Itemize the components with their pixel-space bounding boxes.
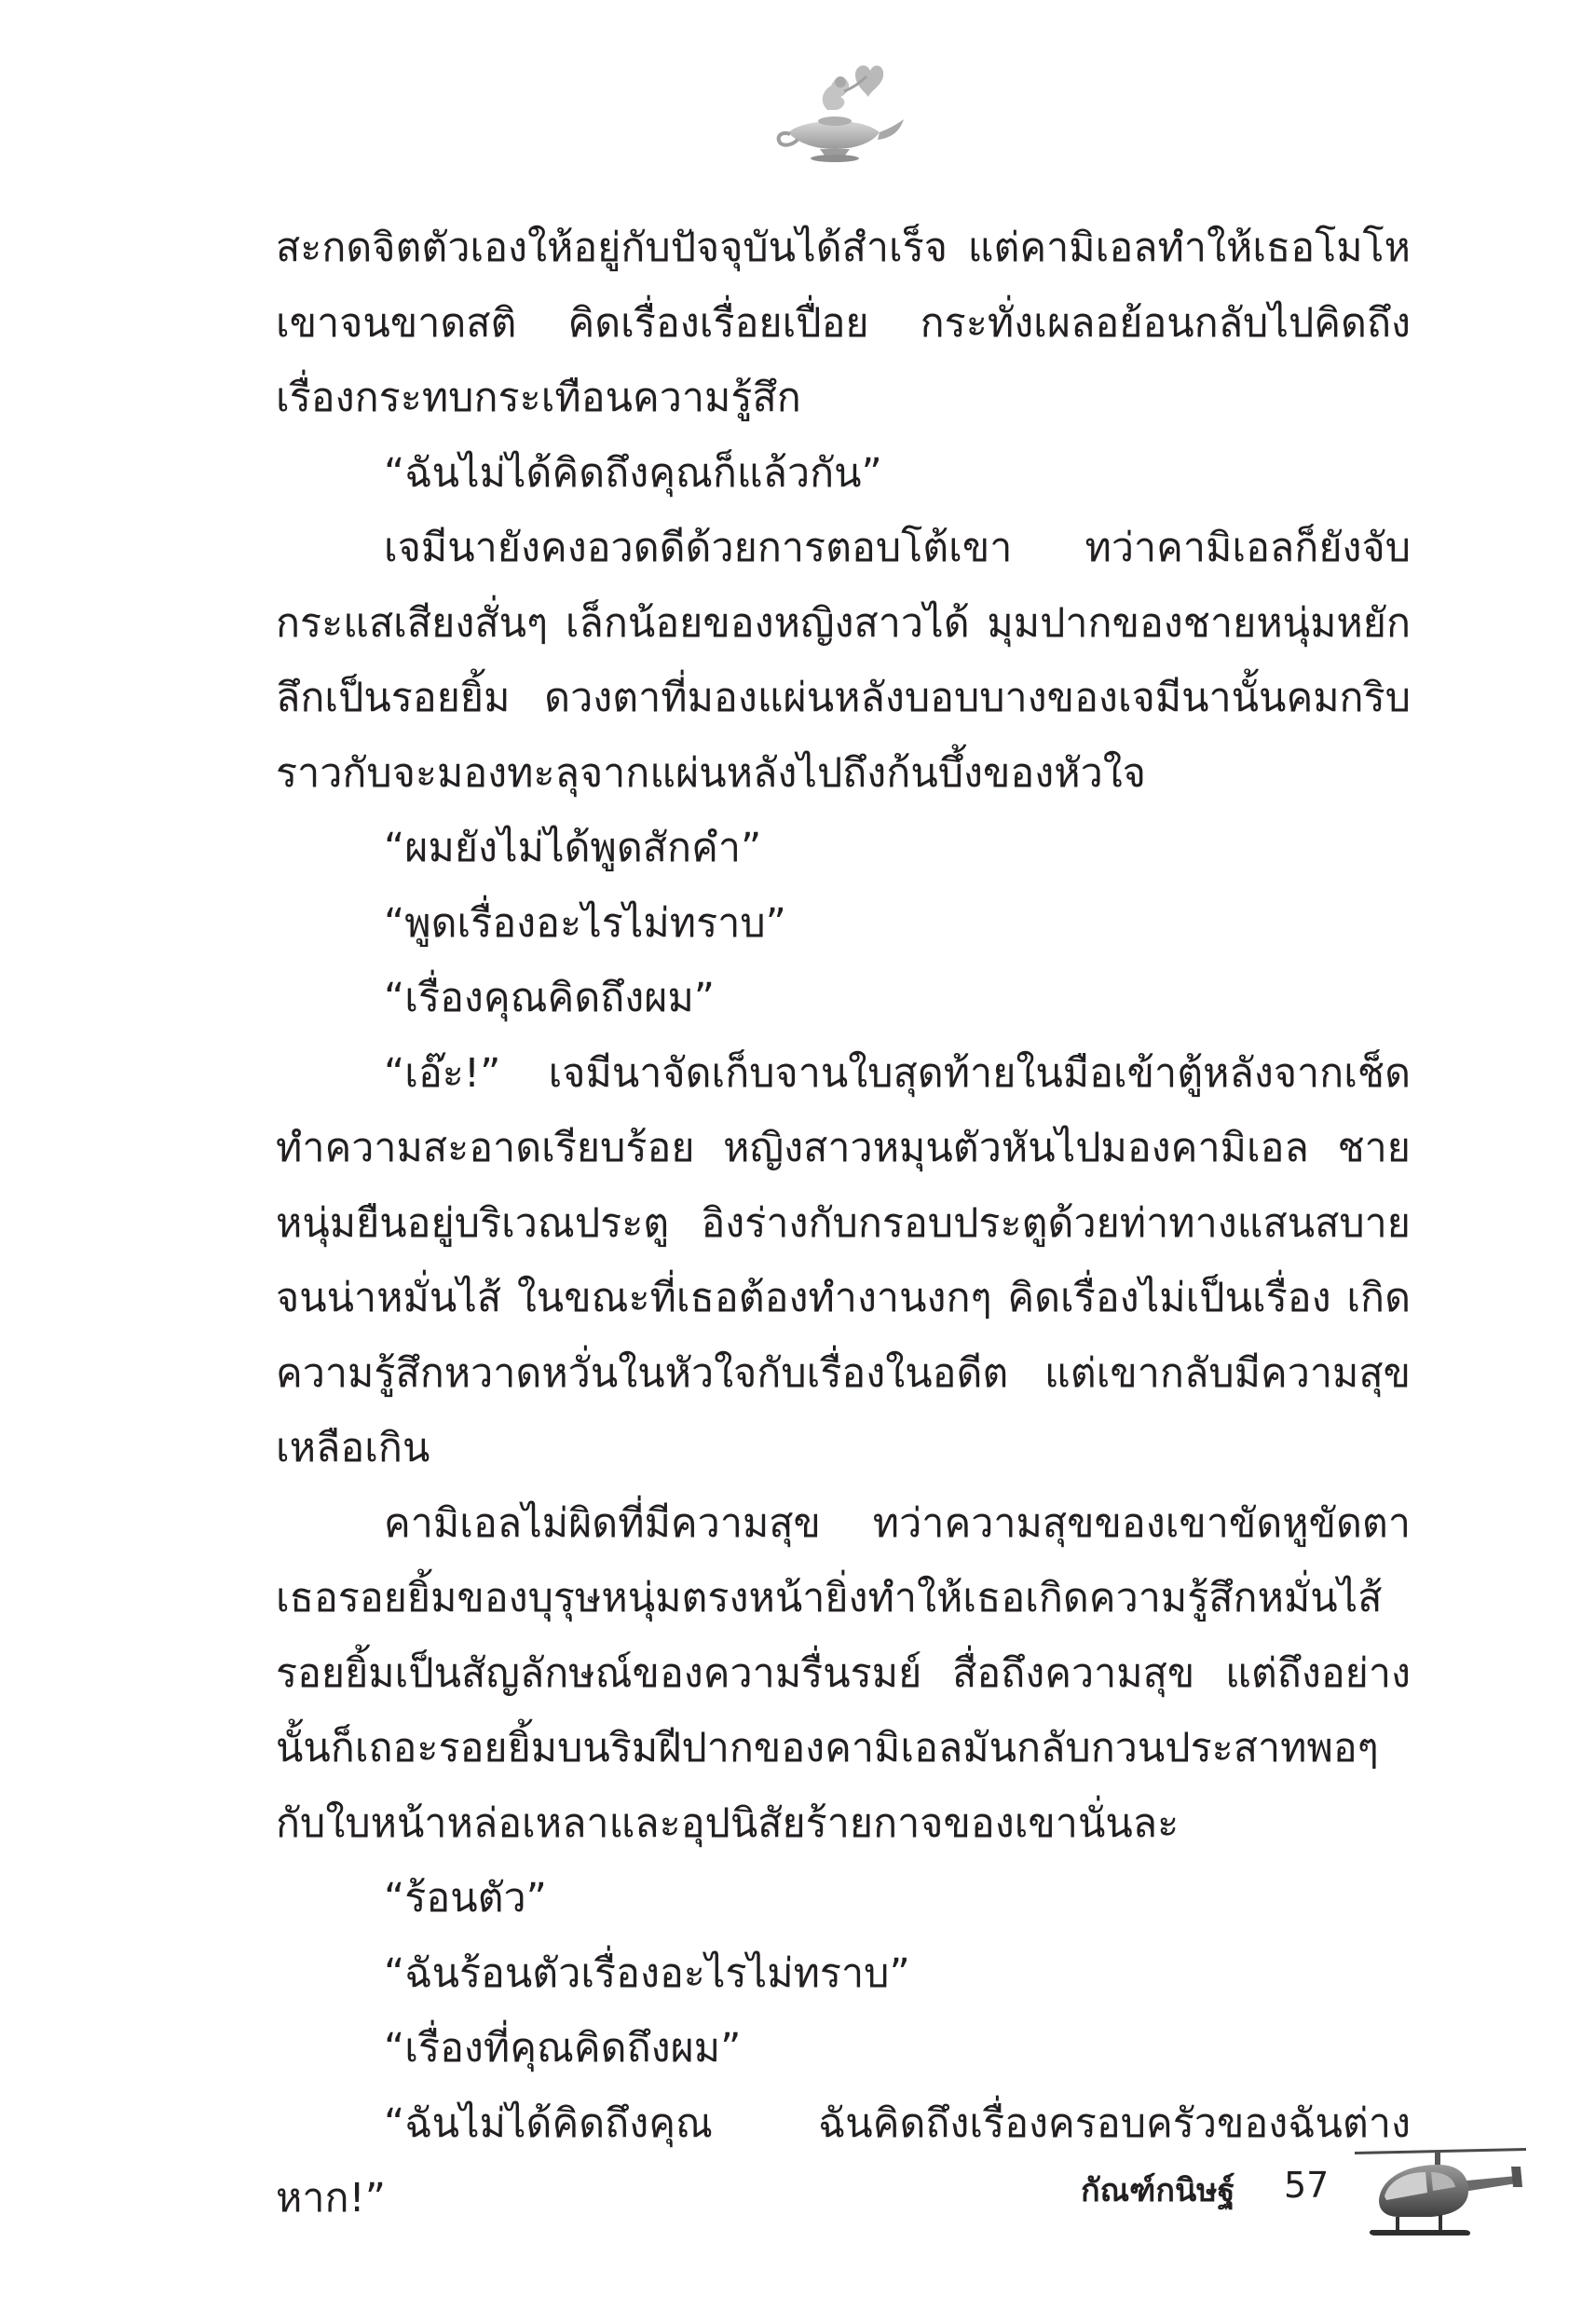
paragraph: “เรื่องคุณคิดถึงผม” xyxy=(384,975,716,1021)
paragraph: สะกดจิตตัวเองให้อยู่กับปัจจุบันได้สำเร็จ แต่คามิเอลทำให้เธอโมโหเขาจนขาดสติ คิดเรื่องเรื่อยเปื่อย กระทั่งเผลอย้อนกลับไปคิดถึงเรื่องกระทบกระเทือนความรู้สึก xyxy=(276,225,1411,421)
paragraph: “ผมยังไม่ได้พูดสักคำ” xyxy=(384,825,762,871)
paragraph: “ฉันไม่ได้คิดถึงคุณก็แล้วกัน” xyxy=(384,449,882,497)
paragraph: “เอ๊ะ!” เจมีนาจัดเก็บจานใบสุดท้ายในมือเข้าตู้หลังจากเช็ดทำความสะอาดเรียบร้อย หญิงสาวหมุนตัวหันไปมองคามิเอล ชายหนุ่มยืนอยู่บริเวณประตู อิงร่างกับกรอบประตูด้วยท่าทางแสนสบายจนน่าหมั่นไส้ ในขณะที่เธอต้องทำงานงกๆ คิดเรื่องไม่เป็นเรื่อง เกิดความรู้สึกหวาดหวั่นในหัวใจกับเรื่องในอดีต แต่เขากลับมีความสุขเหลือเกิน xyxy=(276,1049,1411,1471)
genie-lamp-with-heart-icon xyxy=(770,54,909,166)
paragraph: “พูดเรื่องอะไรไม่ทราบ” xyxy=(384,899,786,947)
paragraph: “ฉันไม่ได้คิดถึงคุณ ฉันคิดถึงเรื่องครอบครัวของฉันต่างหาก!” xyxy=(276,2099,1411,2222)
body-text xyxy=(276,211,1411,2236)
page-footer xyxy=(1081,2139,1528,2250)
paragraph: “ร้อนตัว” xyxy=(384,1875,547,1921)
paragraph: เจมีนายังคงอวดดีด้วยการตอบโต้เขา ทว่าคามิเอลก็ยังจับกระแสเสียงสั่นๆ เล็กน้อยของหญิงสาวได้ มุมปากของชายหนุ่มหยักลึกเป็นรอยยิ้ม ดวงตาที่มองแผ่นหลังบอบบางของเจมีนานั้นคมกริบราวกับจะมองทะลุจากแผ่นหลังไปถึงก้นบึ้งของหัวใจ xyxy=(276,525,1411,797)
paragraph: “เรื่องที่คุณคิดถึงผม” xyxy=(384,2025,742,2072)
paragraph: “ฉันร้อนตัวเรื่องอะไรไม่ทราบ” xyxy=(384,1949,910,1997)
page-number: 57 xyxy=(1284,2165,1330,2206)
paragraph: คามิเอลไม่ผิดที่มีความสุข ทว่าความสุขของเขาขัดหูขัดตาเธอรอยยิ้มของบุรุษหนุ่มตรงหน้ายิ่งทำให้เธอเกิดความรู้สึกหมั่นไส้ รอยยิ้มเป็นสัญลักษณ์ของความรื่นรมย์ สื่อถึงความสุข แต่ถึงอย่างนั้นก็เถอะรอยยิ้มบนริมฝีปากของคามิเอลมันกลับกวนประสาทพอๆ กับใบหน้าหล่อเหลาและอุปนิสัยร้ายกาจของเขานั่นละ xyxy=(276,1499,1411,1847)
helicopter-icon xyxy=(1353,2139,1528,2250)
book-title: กัณฑ์กนิษฐ์ xyxy=(1081,2172,1235,2209)
